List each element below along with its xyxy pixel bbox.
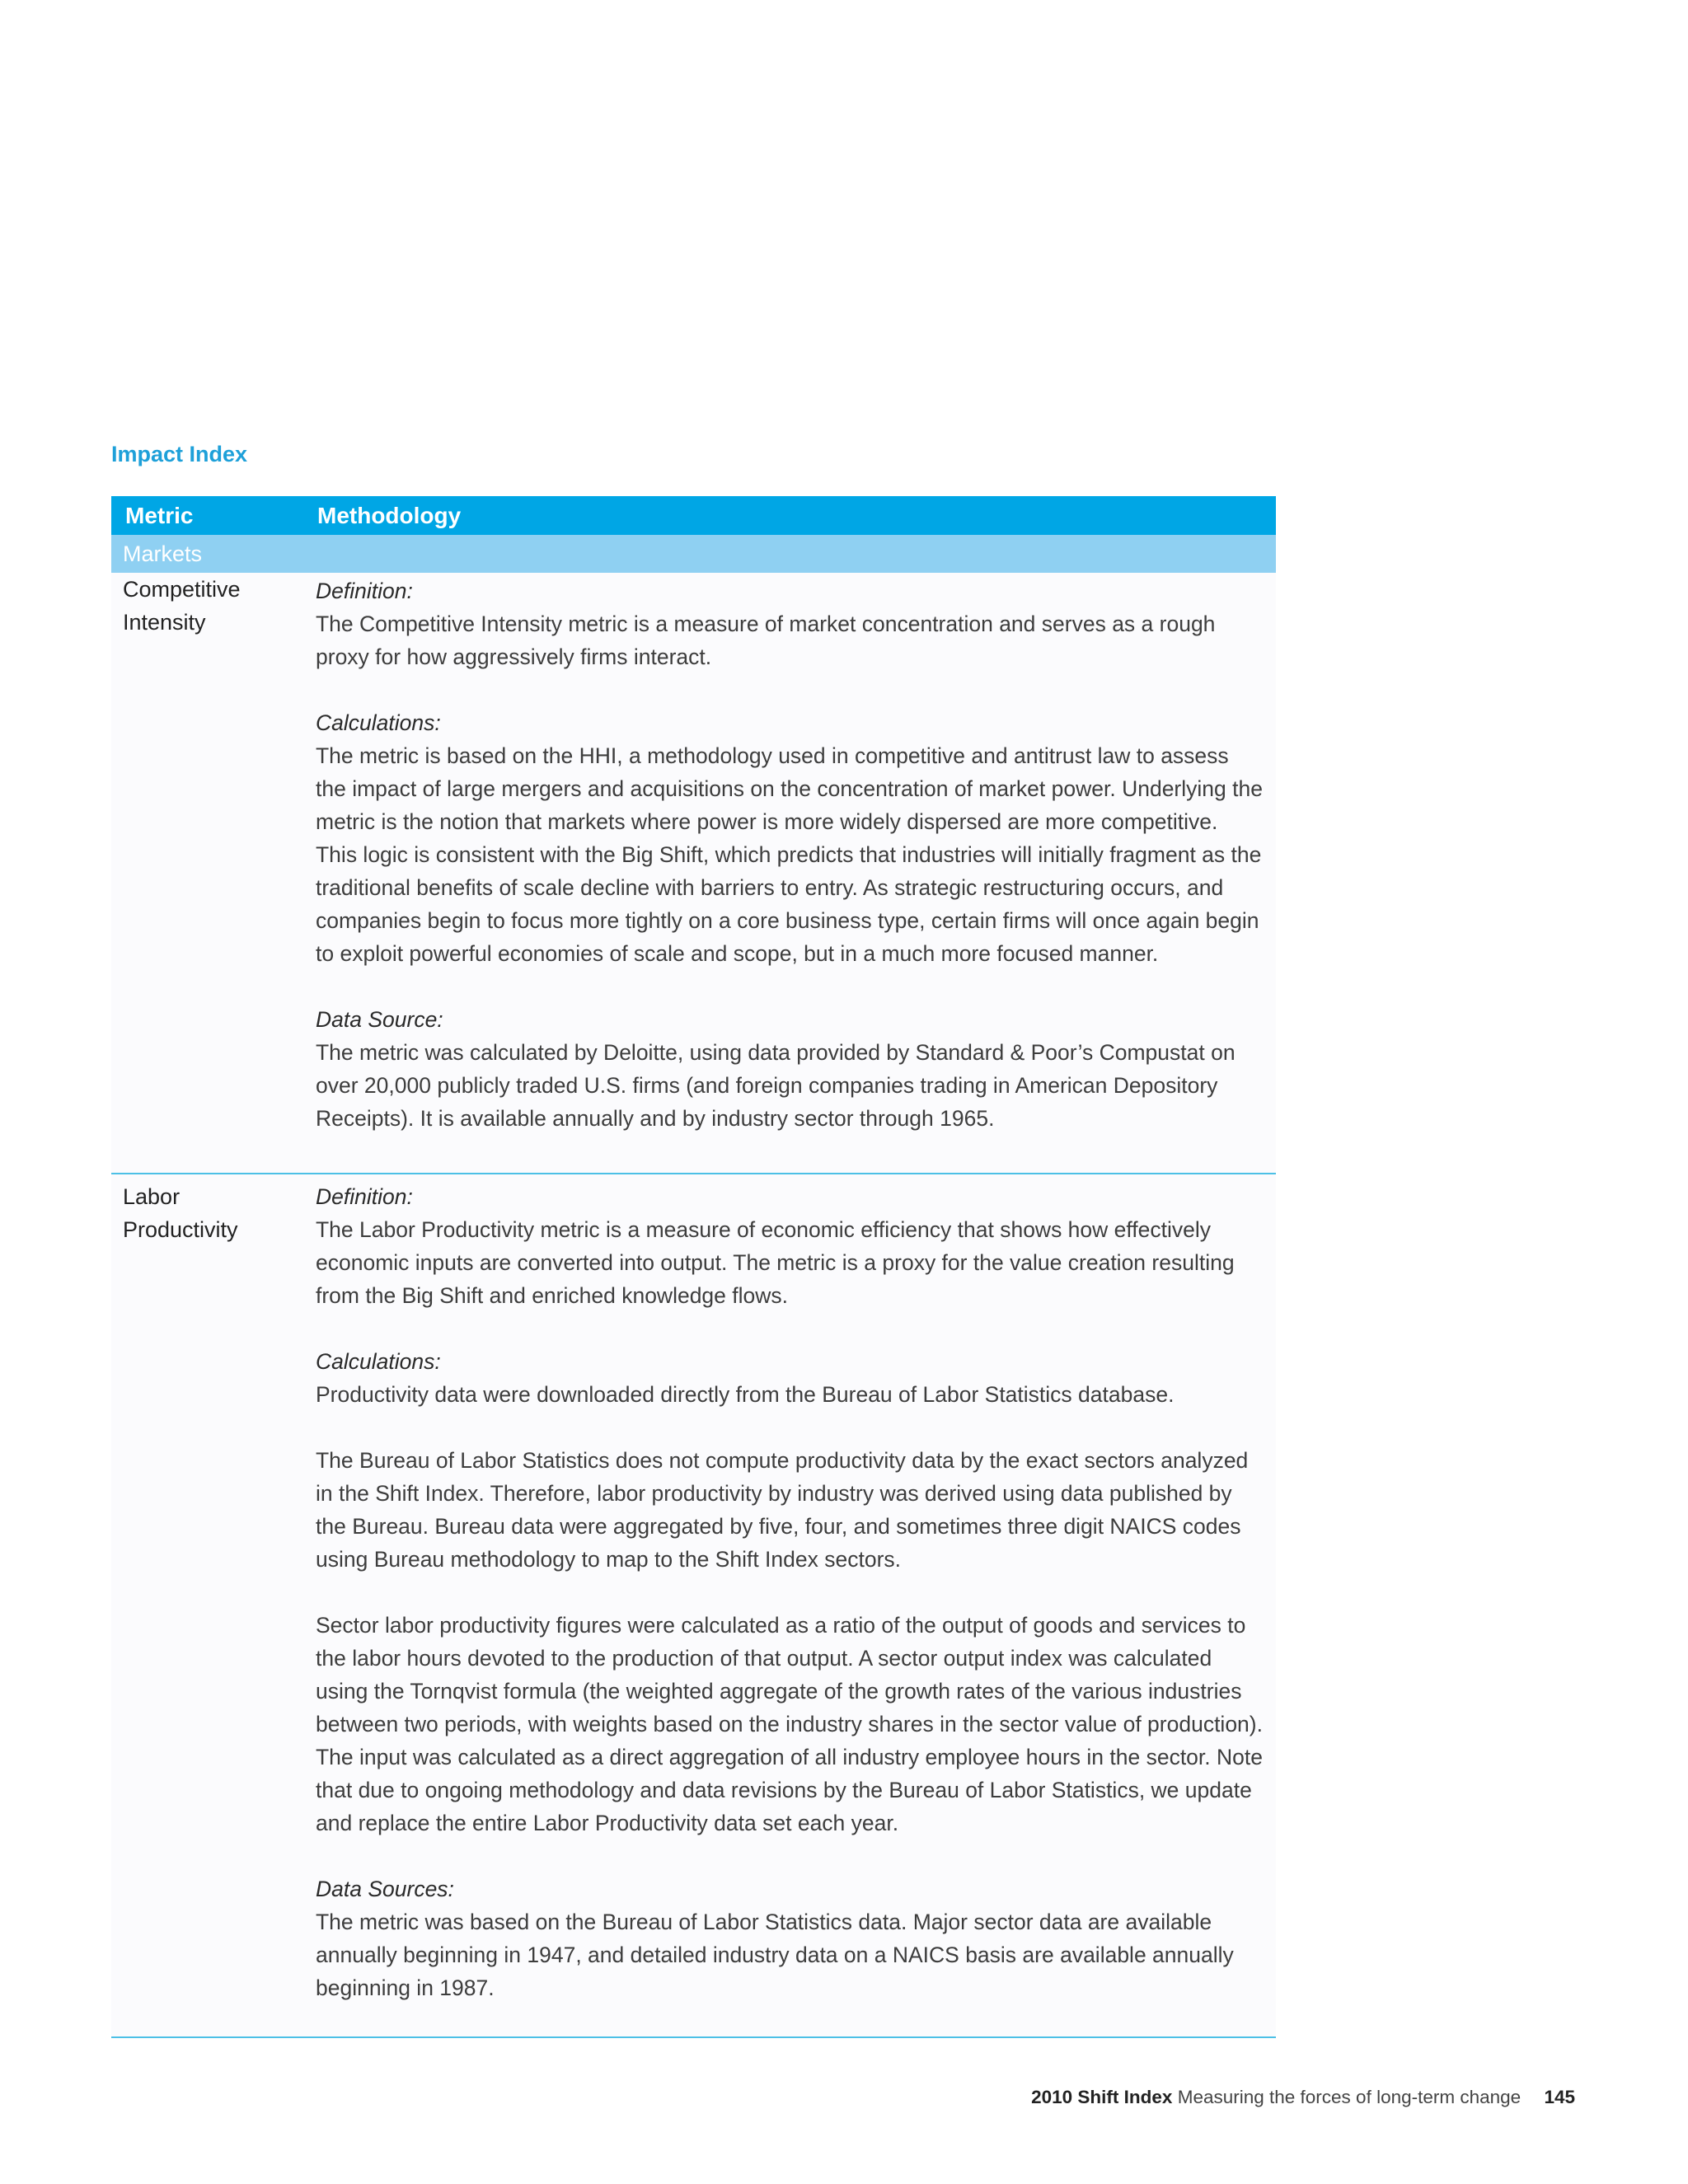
definition-text: The Competitive Intensity metric is a measure of market concentration and serves as a rough proxy for how aggressively firms interact. [316,612,1216,669]
page-title: Impact Index [111,442,248,466]
impact-index-table [111,496,1276,2038]
data-sources-label: Data Sources: [316,1877,454,1901]
definition-text: The Labor Productivity metric is a measure of economic efficiency that shows how effectively economic inputs are converted into output. The metric is a proxy for the value creation resulting from the Big Shift and enriched knowledge flows. [316,1217,1235,1308]
page-number: 145 [1544,2087,1575,2107]
definition-block [316,1180,1264,1312]
calculations-paragraph-3 [316,1609,1264,1840]
definition-block [316,574,1264,673]
section-label: Markets [123,541,203,566]
table-row-competitive-intensity [111,573,1276,1174]
methodology-cell [316,574,1264,1135]
calculations-block [316,1345,1264,1411]
metric-name [123,573,288,639]
metric-name-line2: Intensity [123,610,206,635]
metric-name-line2: Productivity [123,1217,238,1242]
header-methodology: Methodology [317,503,462,528]
metric-name [123,1180,288,1246]
page-footer [1031,2087,1575,2108]
calculations-label: Calculations: [316,710,441,735]
footer-publication: 2010 Shift Index [1031,2087,1173,2107]
table-row-labor-productivity [111,1174,1276,2038]
section-markets [111,535,1276,573]
calculations-label: Calculations: [316,1349,441,1374]
footer-subtitle: Measuring the forces of long-term change [1177,2087,1522,2107]
metric-name-line1: Competitive [123,577,241,602]
header-metric: Metric [125,503,194,528]
calculations-text-2: The Bureau of Labor Statistics does not compute productivity data by the exact sectors analyzed in the Shift Index. Therefore, labor productivity by industry was derived using data published by the Bureau. Bureau data were aggregated by five, four, and sometimes three digit NAICS codes using Bureau methodology to map to the Shift Index sectors. [316,1448,1249,1572]
definition-label: Definition: [316,579,413,603]
metric-name-line1: Labor [123,1184,181,1209]
table-header [111,496,1276,535]
data-source-text: The metric was calculated by Deloitte, using data provided by Standard & Poor’s Compustat on over 20,000 publicly traded U.S. firms (and foreign companies trading in American Depository Receipts). It is available annually and by industry sector through 1965. [316,1040,1236,1131]
data-source-block [316,1003,1264,1135]
calculations-text-3: Sector labor productivity figures were calculated as a ratio of the output of goods and services to the labor hours devoted to the production of that output. A sector output index was calculated using the Tornqvist formula (the weighted aggregate of the growth rates of the various industries between two periods, with weights based on the industry shares in the sector value of production). The input was calculated as a direct aggregation of all industry employee hours in the sector. Note that due to ongoing methodology and data revisions by the Bureau of Labor Statistics, we update and replace the entire Labor Productivity data set each year. [316,1613,1263,1835]
calculations-text: The metric is based on the HHI, a methodology used in competitive and antitrust law to assess the impact of large mergers and acquisitions on the concentration of market power. Underlying the metric is the notion that markets where power is more widely dispersed are more competitive. This logic is consistent with the Big Shift, which predicts that industries will initially fragment as the traditional benefits of scale decline with barriers to entry. As strategic restructuring occurs, and companies begin to focus more tightly on a core business type, certain firms will once again begin to exploit powerful economies of scale and scope, but in a much more focused manner. [316,743,1263,966]
data-source-label: Data Source: [316,1007,443,1032]
methodology-cell [316,1180,1264,2004]
calculations-block [316,706,1264,970]
calculations-text-1: Productivity data were downloaded directly from the Bureau of Labor Statistics database. [316,1382,1175,1407]
data-sources-block [316,1872,1264,2004]
data-sources-text: The metric was based on the Bureau of Labor Statistics data. Major sector data are available annually beginning in 1947, and detailed industry data on a NAICS basis are available annually beginning in 1987. [316,1910,1234,2000]
definition-label: Definition: [316,1184,413,1209]
calculations-paragraph-2 [316,1444,1264,1576]
